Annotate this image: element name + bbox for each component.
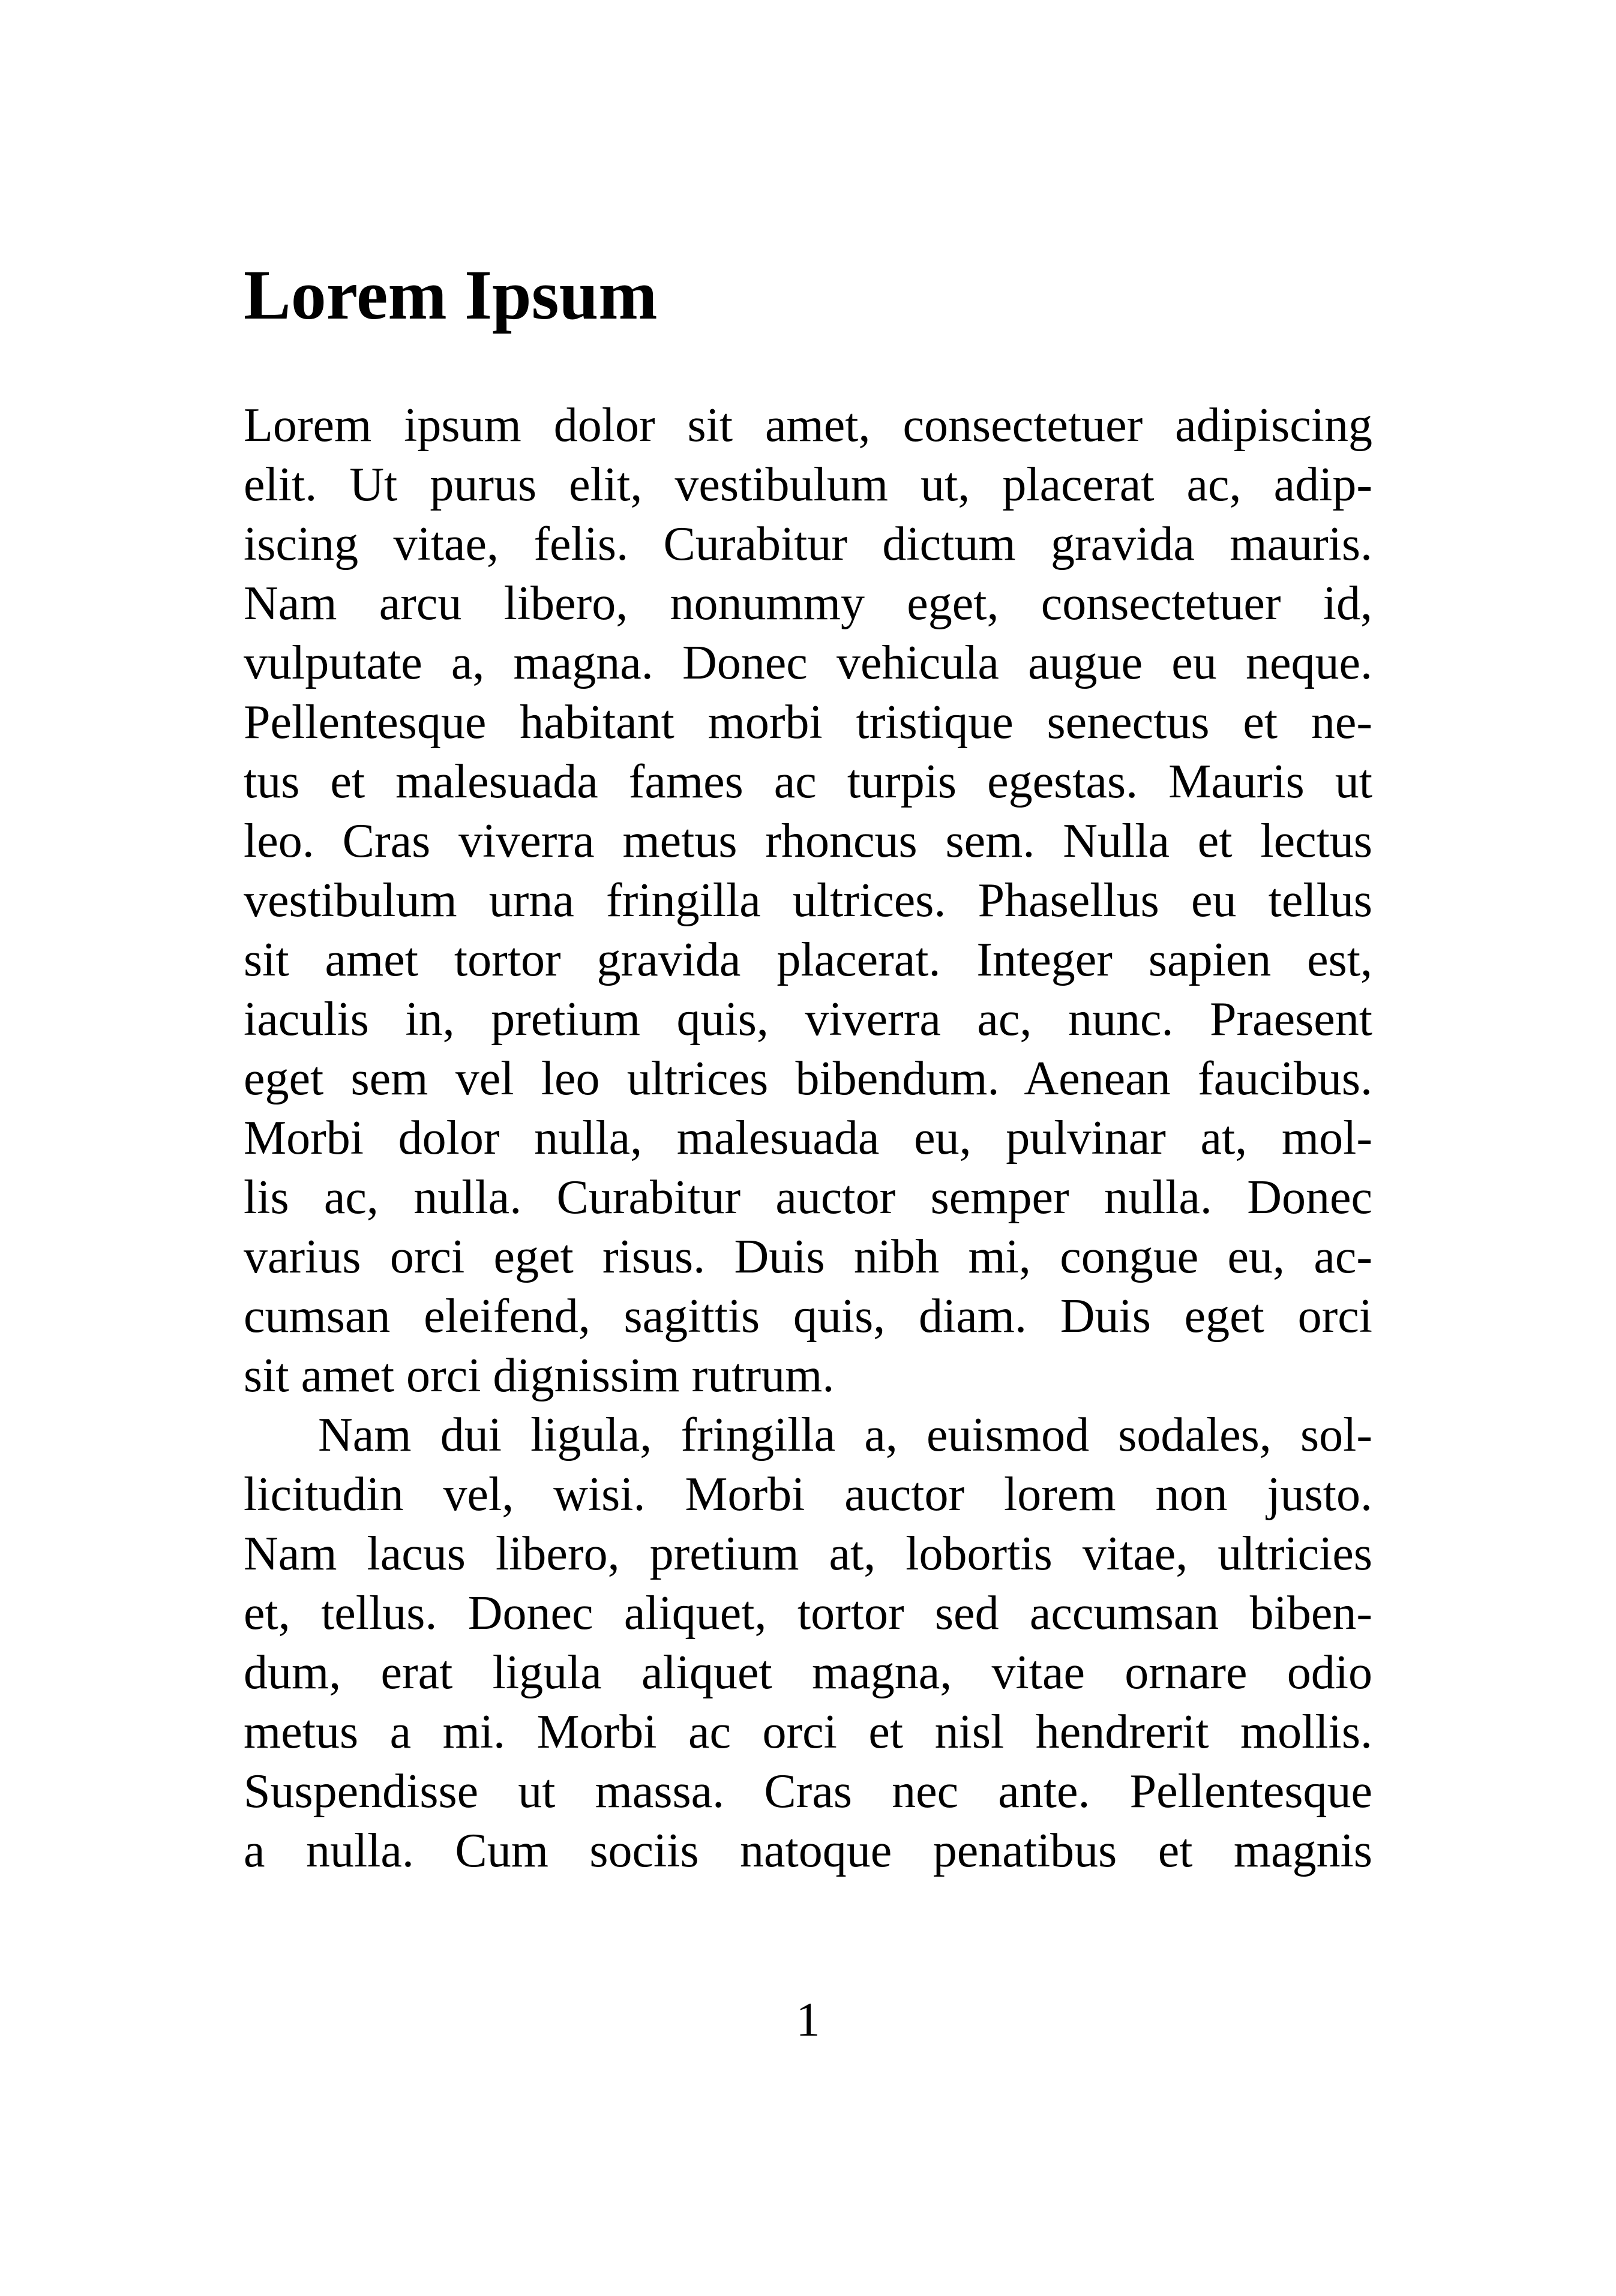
text-line: varius orci eget risus. Duis nibh mi, congue eu, ac-: [244, 1230, 1372, 1283]
text-line: tus et malesuada fames ac turpis egestas. Mauris ut: [244, 755, 1372, 808]
text-line: cumsan eleifend, sagittis quis, diam. Duis eget orci: [244, 1290, 1372, 1343]
text-line: et, tellus. Donec aliquet, tortor sed accumsan biben-: [244, 1587, 1372, 1640]
page-number: 1: [796, 1994, 820, 2046]
text-line: Lorem ipsum dolor sit amet, consectetuer adipiscing: [244, 399, 1372, 452]
text-line: iscing vitae, felis. Curabitur dictum gravida mauris.: [244, 518, 1372, 571]
text-line: vestibulum urna fringilla ultrices. Phasellus eu tellus: [244, 874, 1372, 927]
text-line: elit. Ut purus elit, vestibulum ut, placerat ac, adip-: [244, 458, 1372, 511]
text-line: metus a mi. Morbi ac orci et nisl hendrerit mollis.: [244, 1706, 1372, 1758]
body-text: [244, 396, 1372, 1881]
text-line: Suspendisse ut massa. Cras nec ante. Pellentesque: [244, 1765, 1372, 1818]
text-line: Pellentesque habitant morbi tristique senectus et ne-: [244, 696, 1372, 749]
text-line: Nam lacus libero, pretium at, lobortis vitae, ultricies: [244, 1527, 1372, 1580]
text-line: iaculis in, pretium quis, viverra ac, nunc. Praesent: [244, 993, 1372, 1046]
text-line: lis ac, nulla. Curabitur auctor semper nulla. Donec: [244, 1171, 1372, 1224]
page-title: Lorem Ipsum: [244, 256, 658, 334]
text-line: Nam arcu libero, nonummy eget, consectetuer id,: [244, 577, 1372, 630]
text-line: dum, erat ligula aliquet magna, vitae ornare odio: [244, 1646, 1372, 1699]
text-line: licitudin vel, wisi. Morbi auctor lorem non justo.: [244, 1468, 1372, 1521]
text-line: sit amet orci dignissim rutrum.: [244, 1349, 835, 1402]
text-line: a nulla. Cum sociis natoque penatibus et magnis: [244, 1824, 1372, 1877]
text-line: leo. Cras viverra metus rhoncus sem. Nulla et lectus: [244, 815, 1372, 868]
text-line: vulputate a, magna. Donec vehicula augue eu neque.: [244, 637, 1372, 689]
text-line: eget sem vel leo ultrices bibendum. Aenean faucibus.: [244, 1052, 1372, 1105]
text-line: sit amet tortor gravida placerat. Integer sapien est,: [244, 934, 1372, 986]
text-line: Nam dui ligula, fringilla a, euismod sodales, sol-: [318, 1409, 1372, 1461]
text-line: Morbi dolor nulla, malesuada eu, pulvinar at, mol-: [244, 1112, 1372, 1164]
